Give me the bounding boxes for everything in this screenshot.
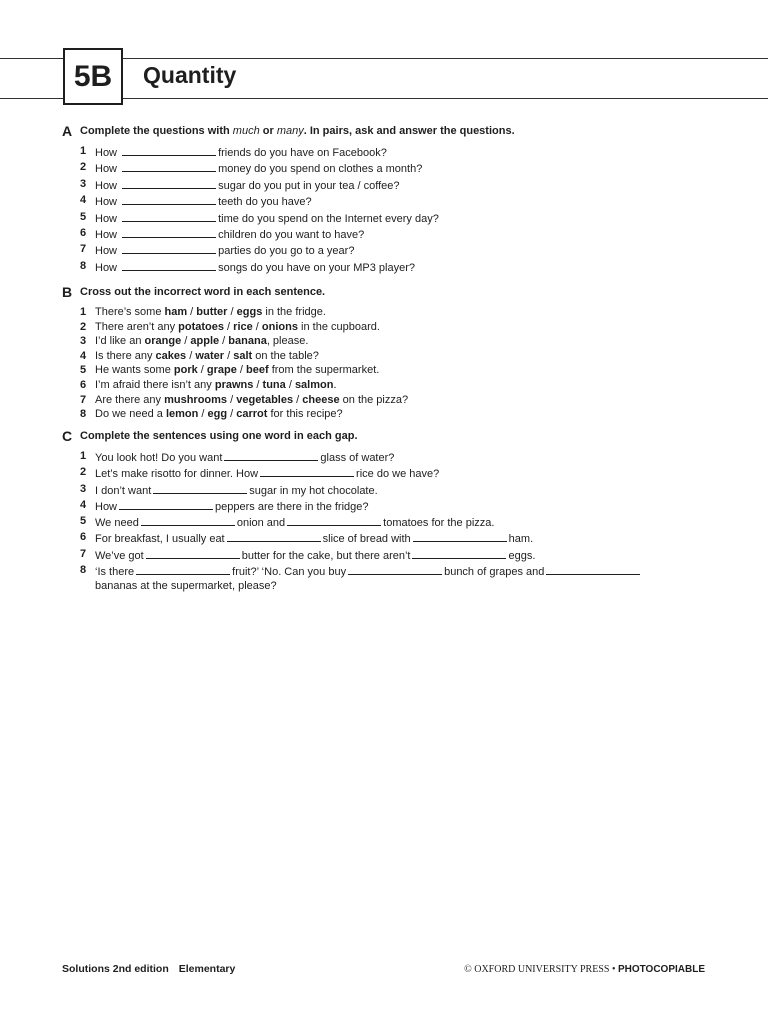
item-lead: How (95, 212, 118, 225)
answer-gap[interactable] (413, 531, 507, 542)
item-text: There aren’t any (95, 320, 179, 333)
item-number: 4 (80, 349, 87, 362)
word-option[interactable]: salmon (294, 378, 334, 391)
page-title: Quantity (143, 62, 237, 88)
list-item (62, 161, 742, 177)
answer-gap[interactable] (122, 194, 216, 205)
item-lead: How (95, 163, 118, 176)
item-lead: How (95, 261, 118, 274)
footer-level: Elementary (178, 963, 236, 975)
answer-gap[interactable] (153, 483, 247, 494)
answer-gap[interactable] (122, 161, 216, 172)
footer-book-title: Solutions 2nd edition (62, 963, 169, 975)
word-option[interactable]: prawns (214, 378, 254, 391)
answer-gap[interactable] (122, 145, 216, 156)
item-number: 2 (80, 320, 87, 333)
instruction-word-much: much (232, 125, 260, 137)
unit-badge-label: 5B (73, 59, 113, 93)
list-item: 7 We’ve got butter for the cake, but there aren’t eggs. (80, 547, 536, 562)
item-text: parties do you go to a year? (218, 245, 355, 258)
instruction-word-many: many (276, 125, 304, 137)
answer-gap[interactable] (146, 548, 240, 559)
item-text: . (333, 378, 337, 391)
section-instruction: Complete the questions with much or many. In pairs, ask and answer the questions. (80, 125, 515, 137)
word-option[interactable]: mushrooms (164, 393, 228, 406)
section-c (62, 430, 742, 597)
section-instruction: Complete the sentences using one word in each gap. (80, 430, 358, 442)
item-number: 7 (80, 393, 87, 406)
item-text: children do you want to have? (218, 228, 365, 241)
item-text: I’d like an (95, 335, 145, 348)
item-number: 4 (80, 194, 87, 207)
item-number: 6 (80, 226, 87, 239)
item-number: 8 (80, 259, 87, 272)
word-option[interactable]: cakes (155, 349, 187, 362)
item-lead: How (95, 245, 118, 258)
answer-gap[interactable] (546, 564, 640, 575)
list-item: 1 You look hot! Do you want glass of water? (80, 450, 395, 464)
word-option[interactable]: eggs (236, 306, 263, 318)
footer-copyright (464, 964, 705, 975)
list-item: 1 There’s some ham / butter / eggs in the fridge. (80, 306, 326, 318)
word-option[interactable]: egg (207, 408, 228, 421)
section-b (62, 286, 742, 423)
word-option[interactable]: orange (144, 335, 182, 348)
list-item (62, 260, 742, 276)
list-item (62, 227, 742, 243)
list-item (62, 145, 742, 161)
answer-gap[interactable] (260, 466, 354, 477)
word-option[interactable]: apple (190, 335, 220, 348)
list-item: 5 We need onion and tomatoes for the pizza. (80, 515, 495, 530)
item-lead: How (95, 196, 118, 209)
item-lead: How (95, 228, 118, 241)
item-text: in the cupboard. (297, 320, 380, 333)
section-a (62, 125, 742, 276)
word-option[interactable]: tuna (262, 378, 286, 391)
item-text: Is there any (95, 349, 156, 362)
answer-gap[interactable] (224, 450, 318, 461)
list-item-continuation: bananas at the supermarket, please? (95, 580, 277, 593)
list-item (62, 194, 742, 210)
answer-gap[interactable] (136, 564, 230, 575)
item-number: 1 (80, 306, 87, 318)
answer-gap[interactable] (141, 515, 235, 526)
answer-gap[interactable] (119, 499, 213, 510)
item-number: 5 (80, 210, 87, 223)
item-text: for this recipe? (267, 408, 343, 421)
word-option[interactable]: potatoes (178, 320, 224, 333)
section-letter: B (62, 284, 73, 300)
footer-book-info (62, 963, 235, 975)
item-text: , please. (266, 335, 309, 348)
item-text: from the supermarket. (268, 364, 380, 377)
item-text: Are there any (95, 393, 165, 406)
list-item: 6 I’m afraid there isn’t any prawns / tuna / salmon. (80, 378, 337, 391)
word-option[interactable]: ham (164, 306, 188, 318)
word-option[interactable]: beef (246, 364, 269, 377)
answer-gap[interactable] (348, 564, 442, 575)
item-text: money do you spend on clothes a month? (218, 163, 423, 176)
item-text: on the pizza? (339, 393, 409, 406)
list-item: 3 I don’t want sugar in my hot chocolate. (80, 482, 378, 497)
word-option[interactable]: carrot (236, 408, 268, 421)
item-text: sugar do you put in your tea / coffee? (218, 179, 400, 192)
item-text: in the fridge. (262, 306, 326, 318)
item-text: friends do you have on Facebook? (218, 147, 387, 159)
item-number: 3 (80, 335, 87, 348)
list-item (62, 178, 742, 194)
list-item: 6 For breakfast, I usually eat slice of bread with ham. (80, 531, 534, 546)
section-letter: A (62, 123, 73, 139)
word-option[interactable]: onions (261, 320, 298, 333)
item-text: There’s some (95, 306, 165, 318)
item-number: 5 (80, 364, 87, 377)
answer-gap[interactable] (122, 211, 216, 222)
item-text: teeth do you have? (218, 196, 312, 209)
answer-gap[interactable] (122, 178, 216, 189)
list-item: 5 He wants some pork / grape / beef from the supermarket. (80, 364, 380, 377)
answer-gap[interactable] (287, 515, 381, 526)
item-number: 1 (80, 145, 87, 157)
word-option[interactable]: vegetables (236, 393, 294, 406)
word-option[interactable]: salt (233, 349, 253, 362)
word-option[interactable]: pork (173, 364, 198, 377)
list-item: 3 I’d like an orange / apple / banana, please. (80, 335, 309, 348)
item-text: songs do you have on your MP3 player? (218, 261, 415, 274)
item-lead: How (95, 147, 118, 159)
word-option[interactable]: grape (206, 364, 237, 377)
list-item (62, 211, 742, 227)
answer-gap[interactable] (122, 260, 216, 271)
section-instruction: Cross out the incorrect word in each sentence. (80, 286, 326, 298)
word-option[interactable]: rice (233, 320, 253, 333)
list-item: 7 Are there any mushrooms / vegetables / cheese on the pizza? (80, 393, 409, 406)
footer-publisher: © OXFORD UNIVERSITY PRESS (464, 964, 610, 975)
footer-photocopiable: PHOTOCOPIABLE (617, 964, 705, 975)
list-item: 2 Let’s make risotto for dinner. How rice do we have? (80, 466, 440, 481)
item-text: I’m afraid there isn’t any (95, 378, 215, 391)
word-option[interactable]: cheese (302, 393, 340, 406)
answer-gap[interactable] (122, 227, 216, 238)
answer-gap[interactable] (122, 243, 216, 254)
answer-gap[interactable] (412, 548, 506, 559)
list-item: 8 ‘Is there fruit?’ ‘No. Can you buy bunch of grapes and (62, 564, 742, 580)
list-item: 4 How peppers are there in the fridge? (80, 498, 369, 513)
item-number: 3 (80, 177, 87, 190)
unit-badge (63, 48, 123, 105)
word-option[interactable]: water (195, 349, 225, 362)
list-item: 8 Do we need a lemon / egg / carrot for this recipe? (80, 408, 343, 421)
item-number: 7 (80, 243, 87, 256)
item-text: Do we need a (95, 408, 166, 421)
item-number: 2 (80, 161, 87, 174)
word-option[interactable]: banana (228, 335, 267, 348)
footer-bullet: • (609, 964, 618, 975)
answer-gap[interactable] (227, 531, 321, 542)
item-number: 6 (80, 378, 87, 391)
section-letter: C (62, 428, 73, 444)
word-option[interactable]: lemon (165, 408, 199, 421)
item-text: He wants some (95, 364, 174, 377)
item-text: on the table? (252, 349, 319, 362)
item-text: time do you spend on the Internet every day? (218, 212, 439, 225)
list-item (62, 243, 742, 259)
word-option[interactable]: butter (196, 306, 228, 318)
list-item: 2 There aren’t any potatoes / rice / onions in the cupboard. (80, 320, 380, 333)
list-item: 4 Is there any cakes / water / salt on the table? (80, 349, 319, 362)
item-lead: How (95, 179, 118, 192)
item-number: 8 (80, 408, 87, 421)
